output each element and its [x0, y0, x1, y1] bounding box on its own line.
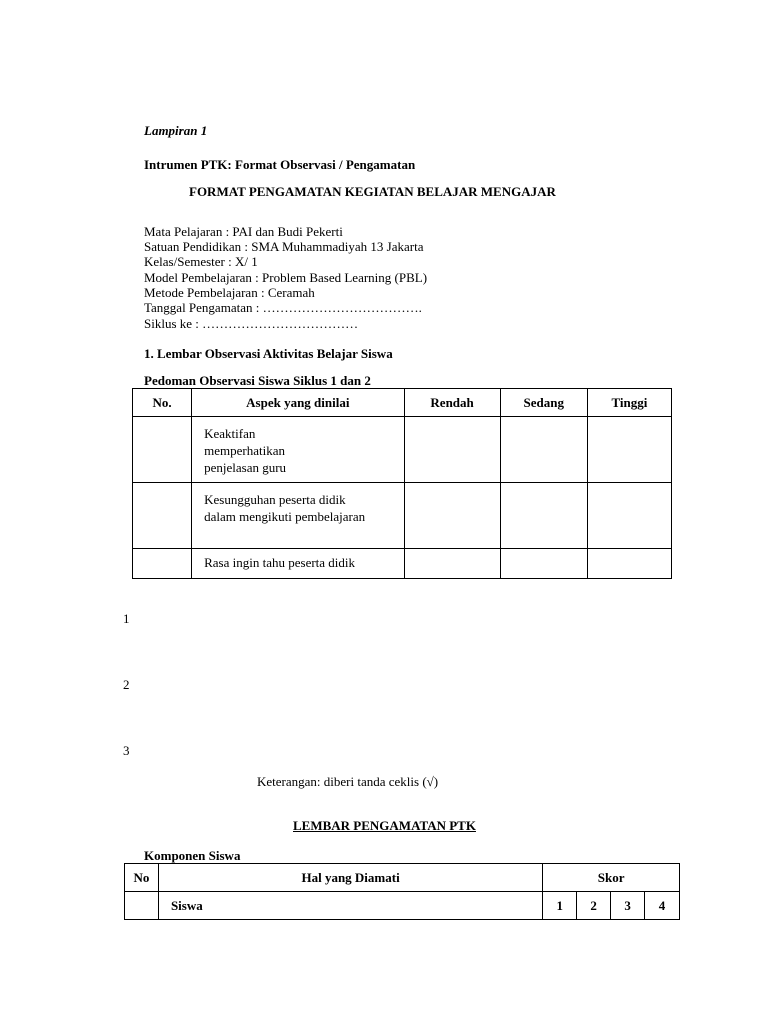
row-number: 1: [123, 611, 130, 626]
component-label: Komponen Siswa: [144, 848, 241, 863]
table-header-row: [133, 389, 672, 417]
cell-high: [587, 549, 671, 579]
col-header-observed: Hal yang Diamati: [158, 864, 542, 892]
section-heading: 1. Lembar Observasi Aktivitas Belajar Siswa: [144, 346, 393, 361]
cell-observed: [158, 892, 542, 920]
appendix-label: Lampiran 1: [144, 123, 208, 138]
ptk-table: [124, 863, 680, 920]
observation-table: [132, 388, 672, 579]
cell-high: [587, 417, 671, 483]
cell-medium: [500, 417, 587, 483]
page-title: FORMAT PENGAMATAN KEGIATAN BELAJAR MENGAJAR: [189, 184, 556, 199]
col-header-no: No: [125, 864, 159, 892]
cell-low: [404, 417, 500, 483]
students-label: Siswa: [170, 897, 203, 913]
info-learning-method: Metode Pembelajaran : Ceramah: [144, 285, 315, 300]
col-header-medium: Sedang: [500, 389, 587, 417]
info-school: Satuan Pendidikan : SMA Muhammadiyah 13 Jakarta: [144, 239, 424, 254]
score-4: 4: [645, 892, 680, 920]
cell-aspect: [192, 483, 404, 549]
aspect-text: Keaktifan memperhatikan penjelasan guru: [204, 426, 287, 475]
aspect-text: Rasa ingin tahu peserta didik: [204, 555, 356, 570]
cell-aspect: [192, 417, 404, 483]
cell-no: [125, 892, 159, 920]
cell-low: [404, 549, 500, 579]
col-header-no: No.: [133, 389, 192, 417]
legend-note: Keterangan: diberi tanda ceklis (√): [257, 774, 439, 789]
table-row: [125, 892, 680, 920]
aspect-text: Kesungguhan peserta didik dalam mengikuti pembelajaran: [204, 492, 366, 524]
row-number: 3: [123, 743, 130, 758]
table-row: [133, 549, 672, 579]
info-learning-model: Model Pembelajaran : Problem Based Learning (PBL): [144, 270, 428, 285]
cell-no: [133, 549, 192, 579]
cell-medium: [500, 483, 587, 549]
instrument-heading: Intrumen PTK: Format Observasi / Pengamatan: [144, 157, 416, 172]
col-header-aspect: Aspek yang dinilai: [192, 389, 404, 417]
score-3: 3: [611, 892, 645, 920]
ptk-sheet-title: LEMBAR PENGAMATAN PTK: [293, 818, 476, 833]
cell-aspect: [192, 549, 404, 579]
table-row: [133, 417, 672, 483]
col-header-high: Tinggi: [587, 389, 671, 417]
score-2: 2: [577, 892, 611, 920]
table-row: [133, 483, 672, 549]
cell-high: [587, 483, 671, 549]
info-observation-date: Tanggal Pengamatan : ……………………………….: [144, 300, 422, 315]
cell-no: [133, 417, 192, 483]
cell-medium: [500, 549, 587, 579]
col-header-score: Skor: [543, 864, 680, 892]
cell-no: [133, 483, 192, 549]
cell-low: [404, 483, 500, 549]
row-number: 2: [123, 677, 130, 692]
info-subject: Mata Pelajaran : PAI dan Budi Pekerti: [144, 224, 343, 239]
section-subheading: Pedoman Observasi Siswa Siklus 1 dan 2: [144, 373, 371, 388]
col-header-low: Rendah: [404, 389, 500, 417]
table-header-row: [125, 864, 680, 892]
info-class-semester: Kelas/Semester : X/ 1: [144, 254, 258, 269]
score-1: 1: [543, 892, 577, 920]
info-cycle: Siklus ke : ………………………………: [144, 316, 359, 331]
